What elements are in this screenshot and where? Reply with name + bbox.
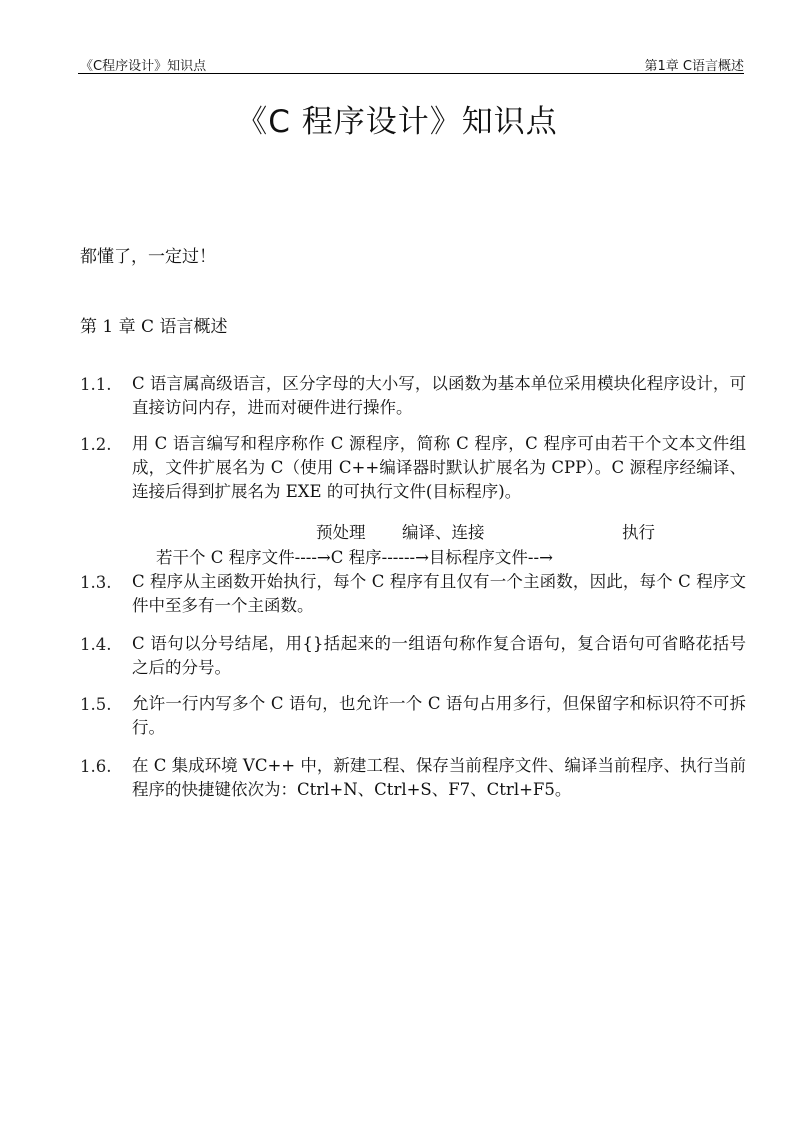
item-number: 1.6. (80, 757, 112, 776)
list-item (80, 754, 746, 802)
chapter-heading: 第 1 章 C 语言概述 (80, 317, 228, 337)
list-item (80, 570, 746, 618)
flow-step-source: 若干个 C 程序文件 (156, 548, 295, 567)
page-title: 《C 程序设计》知识点 (236, 104, 558, 140)
flow-label-execute: 执行 (622, 523, 655, 542)
item-text: C 语言属高级语言，区分字母的大小写，以函数为基本单位采用模块化程序设计，可直接访问内存，进而对硬件进行操作。 (132, 374, 746, 417)
flow-step-target: 目标程序文件 (428, 548, 528, 567)
item-number: 1.5. (80, 695, 112, 714)
item-text: 用 C 语言编写和程序称作 C 源程序，简称 C 程序，C 程序可由若干个文本文件组成，文件扩展名为 C（使用 C++编译器时默认扩展名为 CPP）。C 源程序经编译、连接后得到扩展名为 EXE 的可执行文件(目标程序)。 (132, 434, 746, 501)
item-number: 1.3. (80, 573, 112, 592)
flow-step-program: C 程序 (330, 548, 382, 567)
flow-arrow: ------→ (381, 548, 429, 567)
item-number: 1.2. (80, 435, 112, 454)
list-item (80, 372, 746, 420)
list-item (80, 632, 746, 680)
item-text: C 语句以分号结尾，用{}括起来的一组语句称作复合语句，复合语句可省略花括号之后的分号。 (132, 634, 746, 677)
flow-label-preprocess: 预处理 (316, 523, 366, 542)
item-number: 1.1. (80, 375, 112, 394)
list-item (80, 692, 746, 740)
item-text: C 程序从主函数开始执行，每个 C 程序有且仅有一个主函数，因此，每个 C 程序文件中至多有一个主函数。 (132, 572, 746, 615)
intro-text: 都懂了，一定过！ (80, 247, 216, 267)
item-text: 在 C 集成环境 VC++ 中，新建工程、保存当前程序文件、编译当前程序、执行当前程序的快捷键依次为：Ctrl+N、Ctrl+S、F7、Ctrl+F5。 (132, 756, 746, 799)
flow-sequence (156, 544, 553, 568)
page-header (78, 53, 744, 74)
flow-arrow: --→ (527, 548, 553, 567)
item-number: 1.4. (80, 635, 112, 654)
list-item (80, 432, 746, 504)
header-left: 《C程序设计》知识点 (80, 59, 207, 74)
flow-arrow: ----→ (294, 548, 331, 567)
flow-label-compile-link: 编译、连接 (402, 523, 485, 542)
item-text: 允许一行内写多个 C 语句，也允许一个 C 语句占用多行，但保留字和标识符不可拆行。 (132, 694, 746, 737)
header-right: 第1章 C语言概述 (644, 59, 744, 74)
